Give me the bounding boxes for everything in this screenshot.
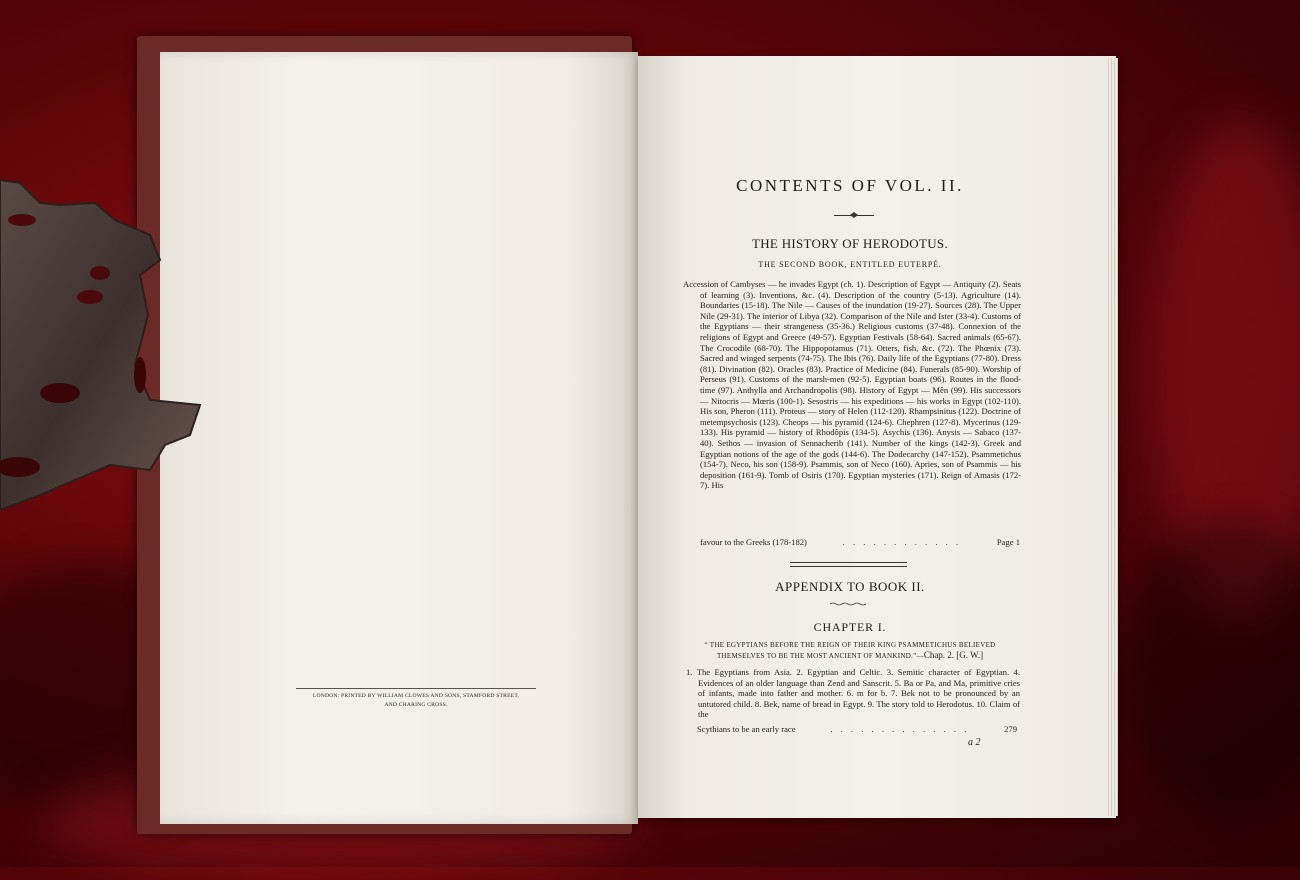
chapter-heading-text: “ THE EGYPTIANS BEFORE THE REIGN OF THEIR KING PSAMMETICHUS BELIEVED THEMSELVES TO BE THE MOST ANCIENT OF MANKIND.”— [704, 641, 996, 660]
imprint-line-2: AND CHARING CROSS. [384, 702, 448, 708]
wave-ornament [830, 602, 866, 606]
chapter-title: CHAPTER I. [813, 620, 887, 634]
book-summary-last: favour to the Greeks (178-182) [700, 537, 807, 547]
show-through-text [260, 236, 510, 256]
leader-dots: . . . . . . . . . . . . [842, 537, 962, 547]
double-rule [790, 562, 907, 567]
history-title: THE HISTORY OF HERODOTUS. [751, 236, 948, 251]
leader-dots: . . . . . . . . . . . . . . [830, 724, 970, 734]
book-page-ref: Page 1 [996, 537, 1020, 547]
chapter-page-ref: 279 [1004, 724, 1017, 734]
chapter-summary-last: Scythians to be an early race [697, 724, 796, 734]
chapter-summary-last-line [697, 724, 1017, 734]
signature-mark: a 2 [968, 737, 981, 748]
page-edges [1108, 58, 1118, 816]
book-subtitle: THE SECOND BOOK, ENTITLED EUTERPÉ. [758, 260, 942, 269]
bronze-bookmark [0, 175, 205, 515]
book-summary-last-line [700, 537, 1020, 547]
book-summary: Accession of Cambyses — he invades Egypt (ch. 1). Description of Egypt — Antiquity (2). Seats of learning (3). Inventions, &c. (4). Description of the country (5-13). Agriculture (14). Boundaries (15-18). The Nile — Causes of the inundation (19-27). Sources (28). The Upper Nile (29-31). The interior of Libya (32). Comparison of the Nile and Ister (33-4). Customs of the Egyptians — their strangeness (35-36.) Religious customs (37-48). Connexion of the religions of Egypt and Greece (49-57). Egyptian Festivals (58-64). Sacred animals (65-67). The Crocodile (68-70). The Hippopotamus (71). Otters, fish, &c. (72). The Phœnix (73). Sacred and winged serpents (74-75). The Ibis (76). Daily life of the Egyptians (77-80). Dress (81). Divination (82). Oracles (83). Practice of Medicine (84). Funerals (85-90). Worship of Perseus (91). Customs of the marsh-men (92-5). Egyptian boats (96). Routes in the flood-time (97). Anthylla and Archandropolis (98). History of Egypt — Mên (99). His successors — Nitocris — Mœris (100-1). Sesostris — his expeditions — his works in Egypt (102-110). His son, Pheron (111). Proteus — story of Helen (112-120). Rhampsinitus (122). Doctrine of metempsychosis (123). Cheops — his pyramid (124-6). Chephren (127-8). Mycerinus (129-133). His pyramid — history of Rhodôpis (134-5). Asychis (136). Anysis — Sabaco (137-40). Sethos — invasion of Sennacherib (141). Number of the kings (142-3). Greek and Egyptian notions of the age of the gods (144-6). The Dodecarchy (147-152). Psammetichus (154-7). Neco, his son (158-9). Psammis, son of Neco (160). Apries, son of Psammis — his deposition (161-9). Tomb of Osiris (170). Egyptian mysteries (171). Reign of Amasis (172-7). His [683, 279, 1021, 491]
chapter-heading-ref: Chap. 2. [G. W.] [923, 650, 984, 660]
printer-imprint [296, 688, 536, 710]
appendix-title: APPENDIX TO BOOK II. [775, 579, 925, 594]
chapter-heading [680, 640, 1020, 661]
imprint-line-1: LONDON: PRINTED BY WILLIAM CLOWES AND SONS, STAMFORD STREET, [312, 693, 520, 699]
velvet-shadow [1120, 520, 1300, 820]
title-ornament [834, 212, 874, 218]
show-through-text [250, 176, 550, 196]
contents-title: CONTENTS OF VOL. II. [736, 176, 964, 195]
chapter-summary: 1. The Egyptians from Asia. 2. Egyptian and Celtic. 3. Semitic character of Egyptian. 4. Evidences of an older language than Zend and Sanscrit. 5. Ba or Pa, and Ma, primitive cries of infants, made into father and mother. 6. m for b. 7. Bek not to be pronounced by an untutored child. 8. Bek, name of bread in Egypt. 9. The story told to Herodotus. 10. Claim of the [686, 667, 1020, 720]
